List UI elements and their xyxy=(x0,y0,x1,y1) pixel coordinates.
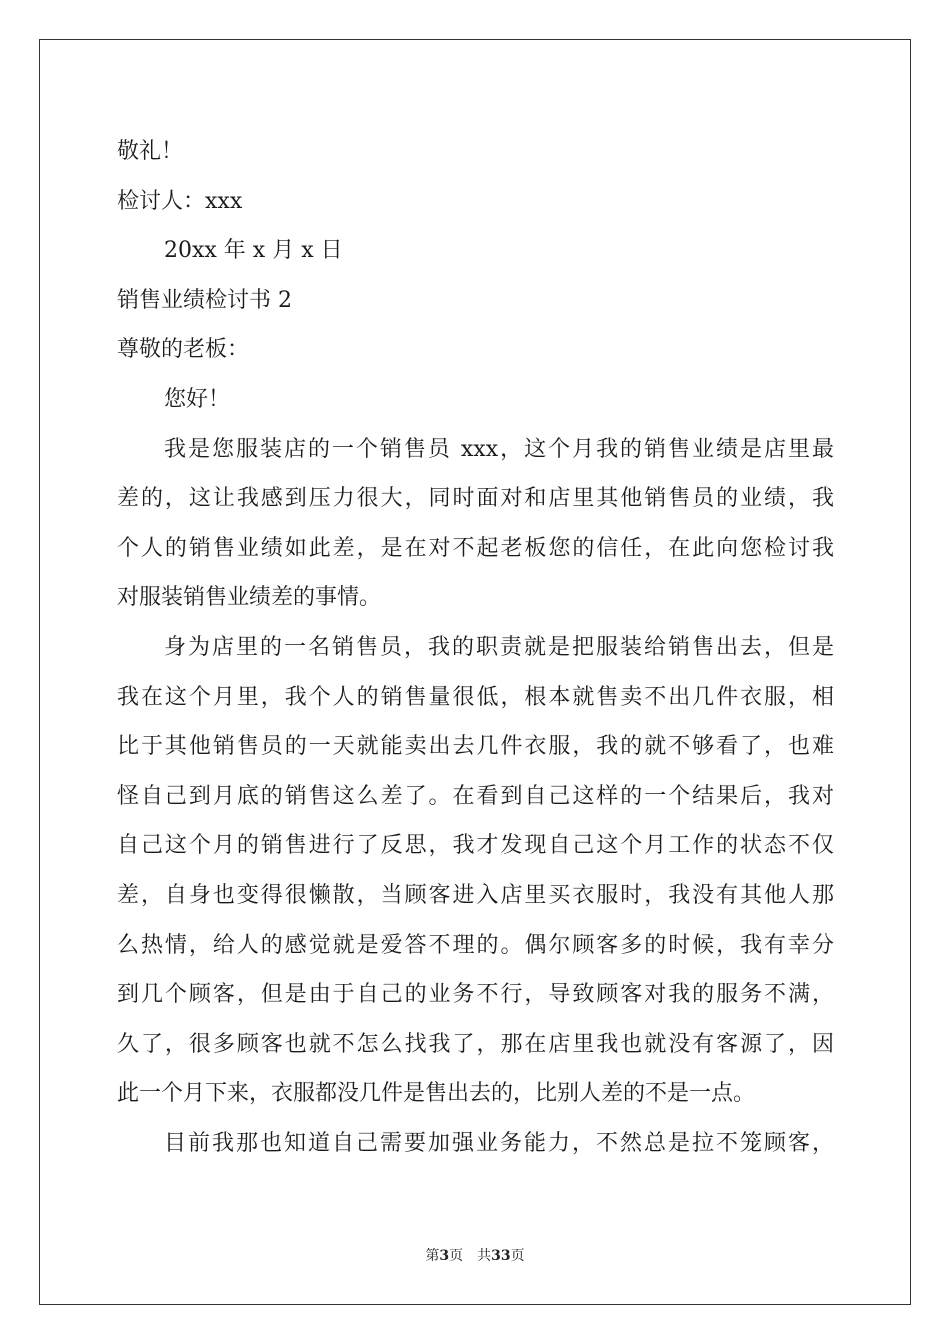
document-body xyxy=(117,127,834,1168)
paragraph-1-line-1: 我是您服装店的一个销售员 xxx，这个月我的销售业绩是店里最 xyxy=(164,436,834,462)
paragraph-2-line-4: 怪自己到月底的销售这么差了。在看到自己这样的一个结果后，我对 xyxy=(117,783,834,809)
page-suffix: 页 xyxy=(449,1248,464,1264)
paragraph-2-line-7: 么热情，给人的感觉就是爱答不理的。偶尔顾客多的时候，我有幸分 xyxy=(117,932,834,958)
paragraph-2-line-1: 身为店里的一名销售员，我的职责就是把服装给销售出去，但是 xyxy=(164,634,834,660)
paragraph-2-line-9: 久了，很多顾客也就不怎么找我了，那在店里我也就没有客源了，因 xyxy=(117,1031,834,1057)
paragraph-1-line-3: 个人的销售业绩如此差，是在对不起老板您的信任，在此向您检讨我 xyxy=(117,535,834,561)
paragraph-3-line-1: 目前我那也知道自己需要加强业务能力，不然总是拉不笼顾客， xyxy=(164,1130,834,1156)
paragraph-2-line-2: 我在这个月里，我个人的销售量很低，根本就售卖不出几件衣服，相 xyxy=(117,684,834,710)
paragraph-2-line-6: 差，自身也变得很懒散，当顾客进入店里买衣服时，我没有其他人那 xyxy=(117,882,834,908)
paragraph-2-line-3: 比于其他销售员的一天就能卖出去几件衣服，我的就不够看了，也难 xyxy=(117,734,834,760)
total-prefix: 共 xyxy=(477,1248,492,1264)
signer-line: 检讨人：xxx xyxy=(117,188,243,214)
section-title: 销售业绩检讨书 2 xyxy=(117,287,292,313)
page-total: 33 xyxy=(491,1248,511,1264)
closing-salutation: 敬礼！ xyxy=(117,139,184,164)
total-suffix: 页 xyxy=(510,1248,525,1264)
paragraph-2-line-5: 自己这个月的销售进行了反思，我才发现自己这个月工作的状态不仅 xyxy=(117,833,834,859)
paragraph-2-line-8: 到几个顾客，但是由于自己的业务不行，导致顾客对我的服务不满， xyxy=(117,982,834,1008)
page-current: 3 xyxy=(439,1248,450,1264)
page-prefix: 第 xyxy=(425,1248,440,1264)
greeting-hello: 您好！ xyxy=(164,386,231,412)
paragraph-2-line-10: 此一个月下来，衣服都没几件是售出去的，比别人差的不是一点。 xyxy=(117,1081,756,1107)
paragraph-1-line-2: 差的，这让我感到压力很大，同时面对和店里其他销售员的业绩，我 xyxy=(117,486,834,512)
date-line: 20xx 年 x 月 x 日 xyxy=(164,238,343,264)
paragraph-1-line-4: 对服装销售业绩差的事情。 xyxy=(117,585,382,611)
greeting-addressee: 尊敬的老板： xyxy=(117,337,250,363)
page-footer xyxy=(0,1246,950,1266)
